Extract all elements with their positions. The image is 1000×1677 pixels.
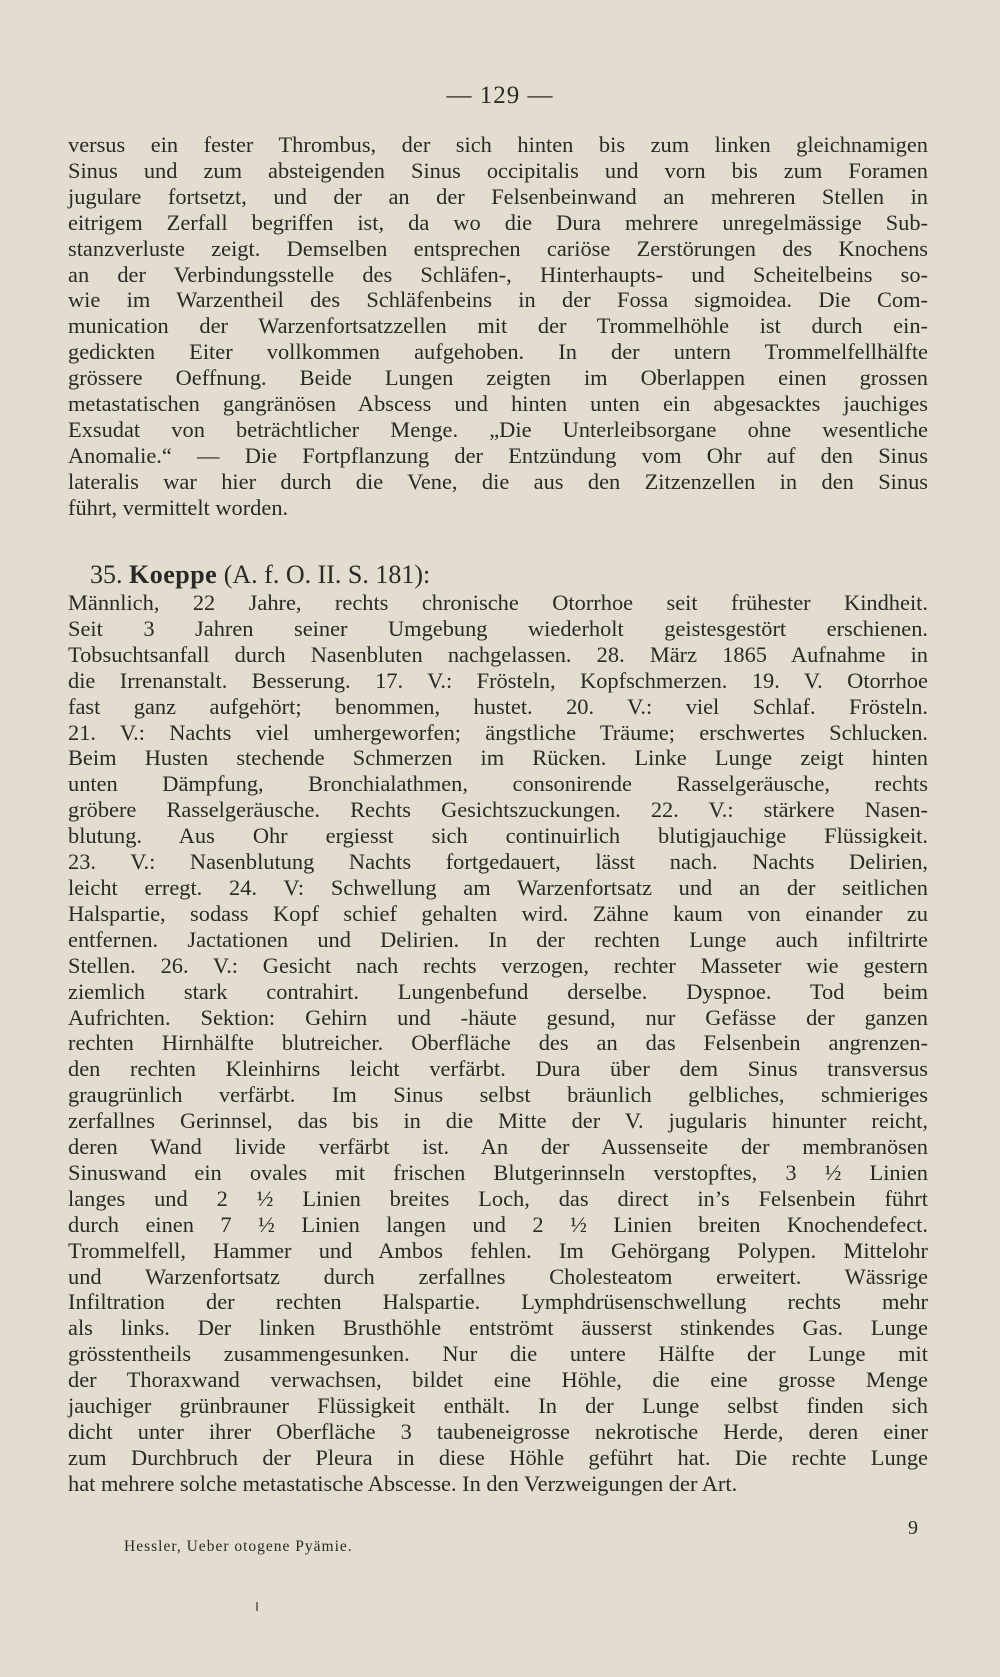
- text-line: Männlich, 22 Jahre, rechts chronische Otorrhoe seit frühester Kindheit.: [68, 590, 928, 615]
- text-line: wie im Warzentheil des Schläfenbeins in der Fossa sigmoidea. Die Com-: [68, 287, 928, 313]
- footer-title: Hessler, Ueber otogene Pyämie.: [124, 1538, 353, 1555]
- text-line: stanzverluste zeigt. Demselben entsprechen cariöse Zerstörungen des Knochens: [68, 235, 928, 261]
- text-line: Beim Husten stechende Schmerzen im Rücken. Linke Lunge zeigt hinten: [68, 745, 928, 771]
- text-line: Anomalie.“ — Die Fortpflanzung der Entzündung vom Ohr auf den Sinus: [68, 442, 928, 468]
- case-reference: (A. f. O. II. S. 181):: [223, 560, 431, 589]
- text-line: hat mehrere solche metastatische Abscesse. In den Verzweigungen der Art.: [68, 1470, 738, 1496]
- text-line: lateralis war hier durch die Vene, die aus den Zitzenzellen in den Sinus: [68, 468, 928, 494]
- text-line: deren Wand livide verfärbt ist. An der Aussenseite der membranösen: [68, 1134, 928, 1160]
- text-line: Sinus und zum absteigenden Sinus occipitalis und vorn bis zum Foramen: [68, 157, 928, 183]
- text-line: Sinuswand ein ovales mit frischen Blutgerinnseln verstopftes, 3 ½ Linien: [68, 1159, 928, 1185]
- text-line: metastatischen gangränösen Abscess und hinten unten ein abgesacktes jauchiges: [68, 391, 928, 417]
- text-line: Aufrichten. Sektion: Gehirn und -häute gesund, nur Gefässe der ganzen: [68, 1004, 928, 1030]
- text-line: gedickten Eiter vollkommen aufgehoben. In der untern Trommelfellhälfte: [68, 339, 928, 365]
- text-line: die Irrenanstalt. Besserung. 17. V.: Frösteln, Kopfschmerzen. 19. V. Otorrhoe: [68, 667, 928, 693]
- text-line: zum Durchbruch der Pleura in diese Höhle geführt hat. Die rechte Lunge: [68, 1444, 928, 1470]
- case-author: Koeppe: [129, 560, 218, 589]
- text-line: versus ein fester Thrombus, der sich hinten bis zum linken gleichnamigen: [68, 132, 928, 157]
- text-line: ziemlich stark contrahirt. Lungenbefund derselbe. Dyspnoe. Tod beim: [68, 978, 928, 1004]
- text-line: graugrünlich verfärbt. Im Sinus selbst bräunlich gelbliches, schmieriges: [68, 1082, 928, 1108]
- text-line: 21. V.: Nachts viel umhergeworfen; ängstliche Träume; erschwertes Schlucken.: [68, 719, 928, 745]
- text-line: rechten Hirnhälfte blutreicher. Oberfläche des an das Felsenbein angrenzen-: [68, 1030, 928, 1056]
- text-line: grössere Oeffnung. Beide Lungen zeigten im Oberlappen einen grossen: [68, 365, 928, 391]
- text-line: Trommelfell, Hammer und Ambos fehlen. Im Gehörgang Polypen. Mittelohr: [68, 1237, 928, 1263]
- text-line: als links. Der linken Brusthöhle entströmt äusserst stinkendes Gas. Lunge: [68, 1315, 928, 1341]
- text-line: 23. V.: Nasenblutung Nachts fortgedauert, lässt nach. Nachts Delirien,: [68, 849, 928, 875]
- text-line: entfernen. Jactationen und Delirien. In der rechten Lunge auch infiltrirte: [68, 926, 928, 952]
- text-line: zerfallnes Gerinnsel, das bis in die Mitte der V. jugularis hinunter reicht,: [68, 1108, 928, 1134]
- text-line: durch einen 7 ½ Linien langen und 2 ½ Linien breiten Knochendefect.: [68, 1211, 928, 1237]
- text-line: langes und 2 ½ Linien breites Loch, das direct in’s Felsenbein führt: [68, 1185, 928, 1211]
- text-line: und Warzenfortsatz durch zerfallnes Cholesteatom erweitert. Wässrige: [68, 1263, 928, 1289]
- text-line: grösstentheils zusammengesunken. Nur die untere Hälfte der Lunge mit: [68, 1341, 928, 1367]
- text-line: führt, vermittelt worden.: [68, 494, 289, 520]
- text-line: eitrigem Zerfall begriffen ist, da wo die Dura mehrere unregelmässige Sub-: [68, 209, 928, 235]
- text-line: Exsudat von beträchtlicher Menge. „Die Unterleibsorgane ohne wesentliche: [68, 416, 928, 442]
- text-line: an der Verbindungsstelle des Schläfen-, Hinterhaupts- und Scheitelbeins so-: [68, 261, 928, 287]
- case-report: [68, 590, 928, 1497]
- text-line: gröbere Rasselgeräusche. Rechts Gesichtszuckungen. 22. V.: stärkere Nasen-: [68, 797, 928, 823]
- text-line: Tobsuchtsanfall durch Nasenbluten nachgelassen. 28. März 1865 Aufnahme in: [68, 641, 928, 667]
- text-line: Infiltration der rechten Halspartie. Lymphdrüsenschwellung rechts mehr: [68, 1289, 928, 1315]
- text-line: fast ganz aufgehört; benommen, hustet. 20. V.: viel Schlaf. Frösteln.: [68, 693, 928, 719]
- signature-mark: 9: [908, 1517, 918, 1539]
- case-heading: [90, 560, 430, 590]
- text-line: jauchiger grünbrauner Flüssigkeit enthält. In der Lunge selbst finden sich: [68, 1393, 928, 1419]
- text-line: Seit 3 Jahren seiner Umgebung wiederholt geistesgestört erschienen.: [68, 615, 928, 641]
- text-line: blutung. Aus Ohr ergiesst sich continuirlich blutigjauchige Flüssigkeit.: [68, 823, 928, 849]
- case-number: 35.: [90, 560, 123, 589]
- paragraph-continuation: [68, 132, 928, 521]
- text-line: dicht unter ihrer Oberfläche 3 taubeneigrosse nekrotische Herde, deren einer: [68, 1419, 928, 1444]
- text-line: jugulare fortsetzt, und der an der Felsenbeinwand an mehreren Stellen in: [68, 183, 928, 209]
- text-line: leicht erregt. 24. V: Schwellung am Warzenfortsatz und an der seitlichen: [68, 874, 928, 900]
- text-line: munication der Warzenfortsatzzellen mit der Trommelhöhle ist durch ein-: [68, 313, 928, 339]
- text-line: der Thoraxwand verwachsen, bildet eine Höhle, die eine grosse Menge: [68, 1367, 928, 1393]
- paper-speck: [256, 1602, 258, 1611]
- text-line: Halspartie, sodass Kopf schief gehalten wird. Zähne kaum von einander zu: [68, 900, 928, 926]
- page-number: — 129 —: [446, 82, 554, 109]
- text-line: Stellen. 26. V.: Gesicht nach rechts verzogen, rechter Masseter wie gestern: [68, 952, 928, 978]
- text-line: den rechten Kleinhirns leicht verfärbt. Dura über dem Sinus transversus: [68, 1056, 928, 1082]
- text-line: unten Dämpfung, Bronchialathmen, consonirende Rasselgeräusche, rechts: [68, 771, 928, 797]
